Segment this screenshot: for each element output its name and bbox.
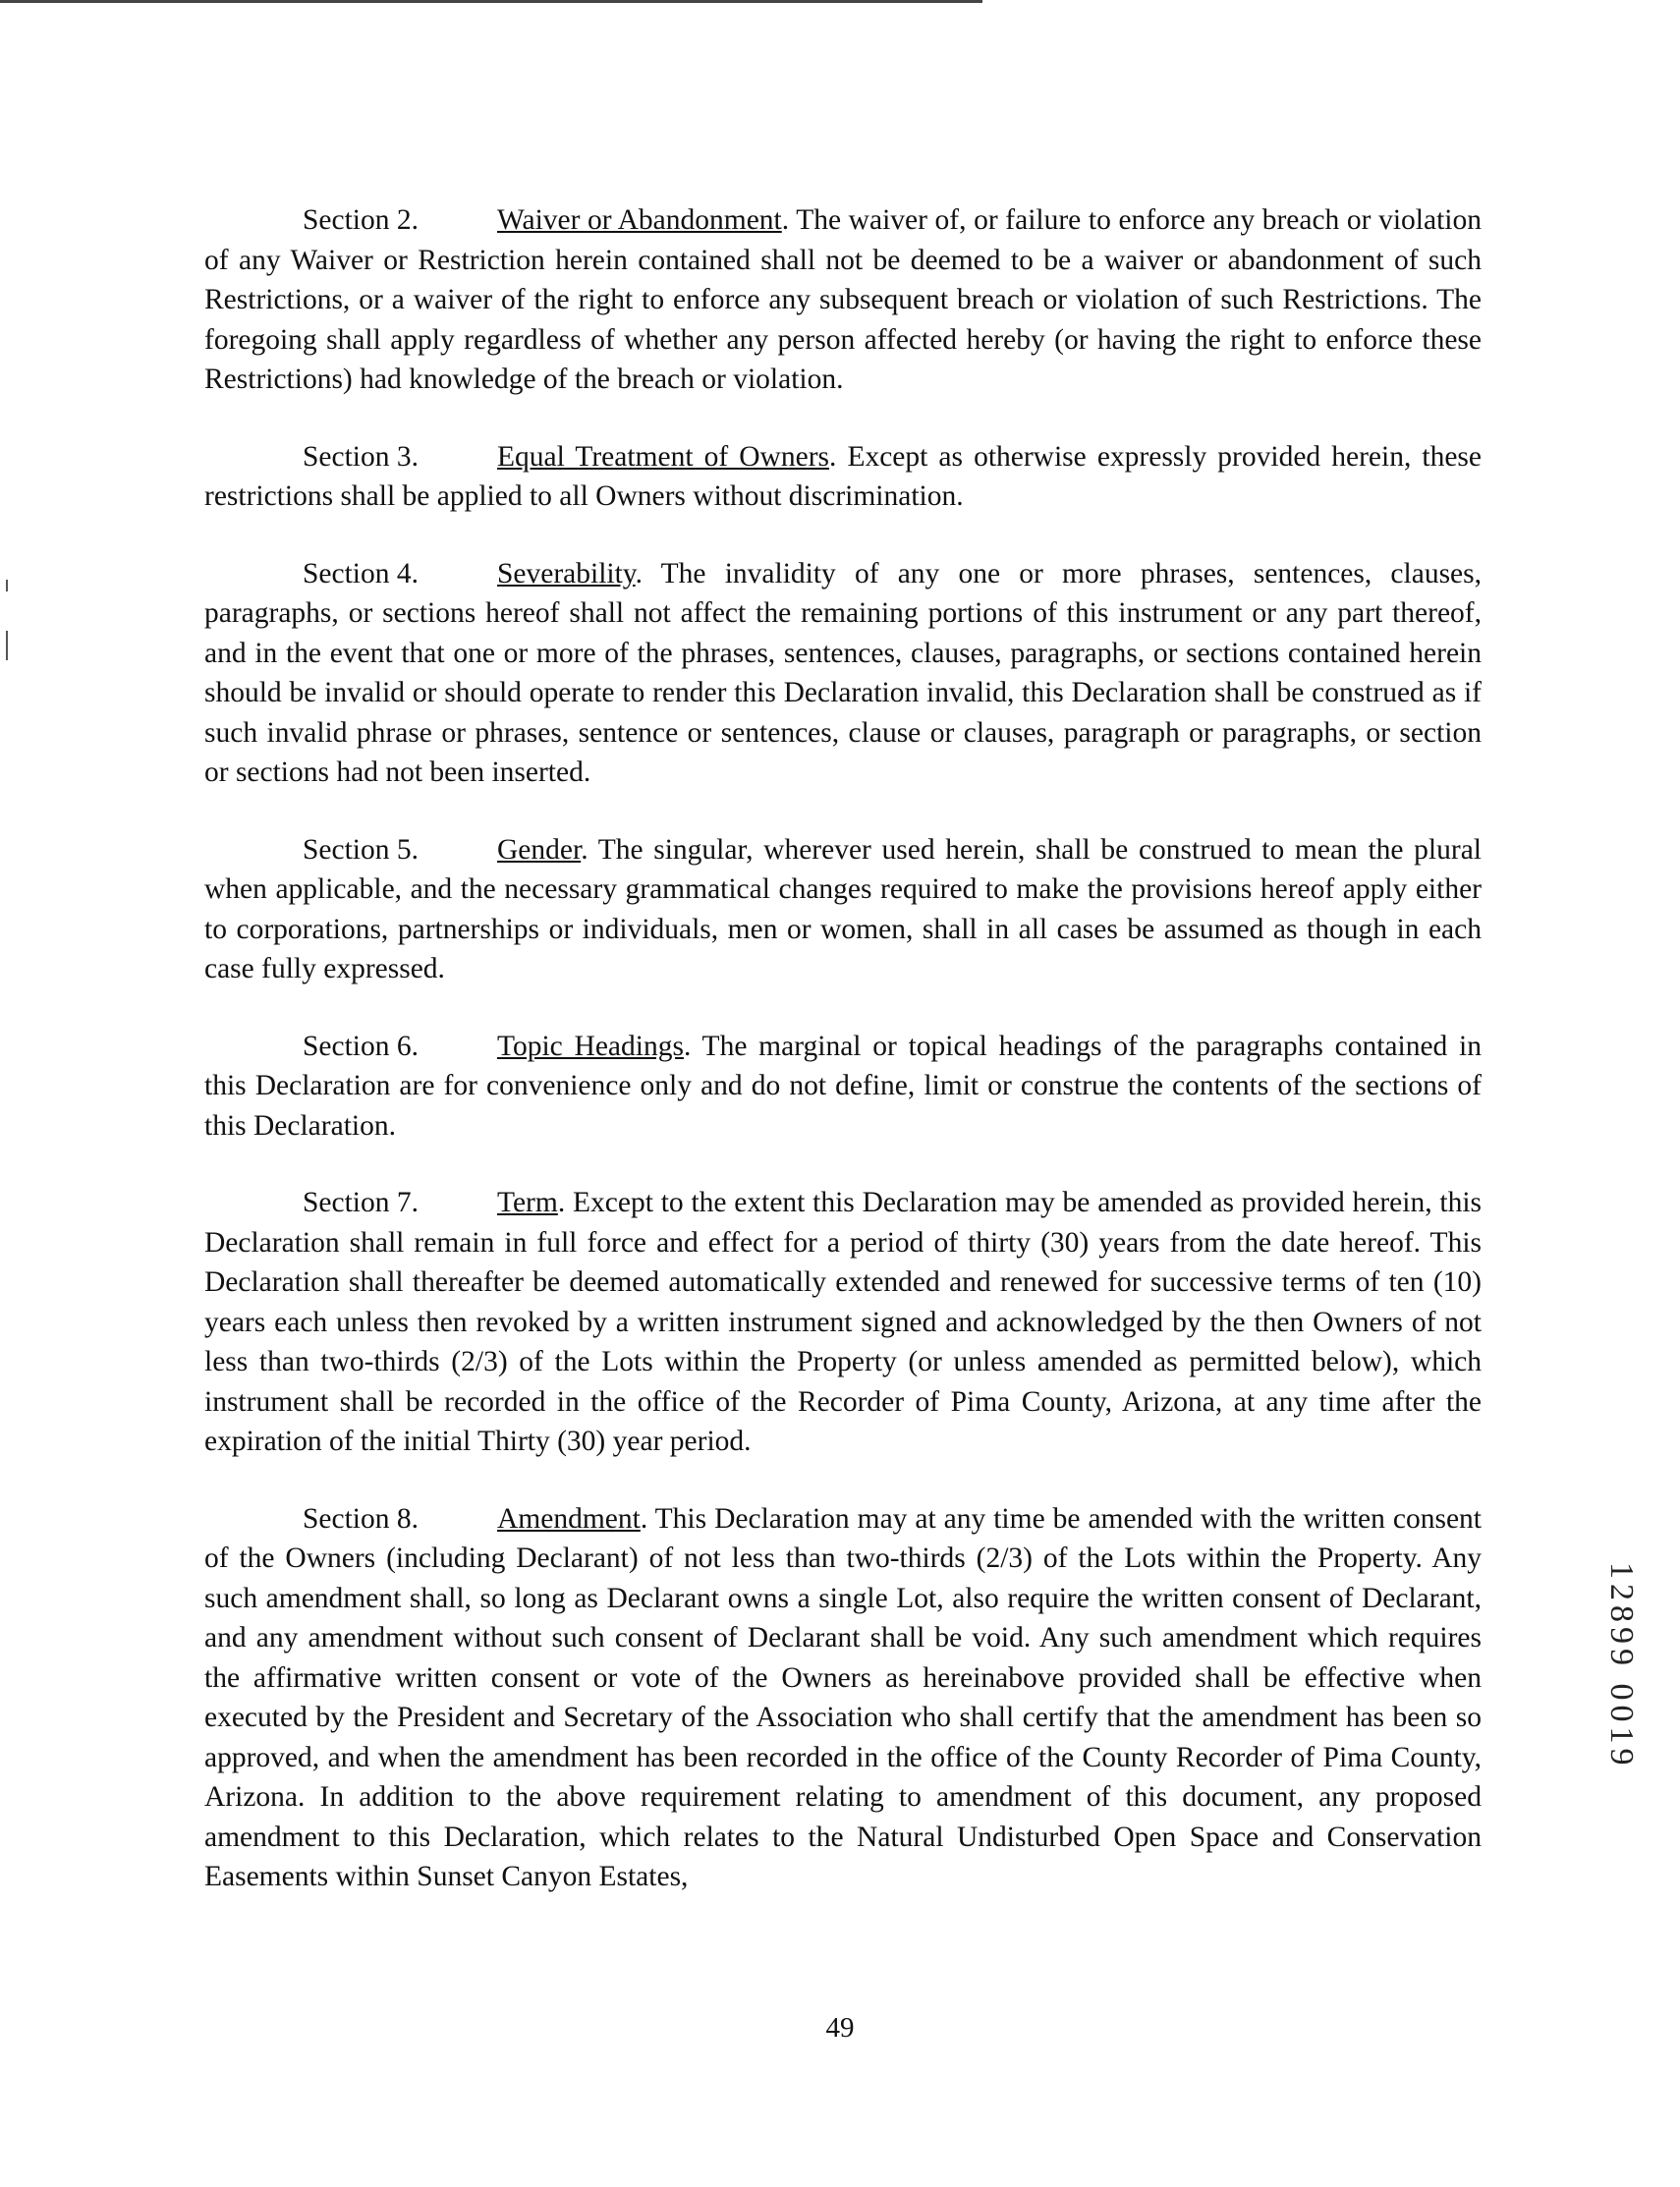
section-text: . Except to the extent this Declaration may be amended as provided herein, this Declaration shall remain in full force and effect for a period of thirty (30) years from the date hereof. This Declaration shall thereafter be deemed automatically extended and renewed for successive terms of ten (10) years each unless then revoked by a written instrument signed and acknowledged by the then Owners of not less than two-thirds (2/3) of the Lots within the Property (or unless amended as permitted below), which instrument shall be recorded in the office of the Recorder of Pima County, Arizona, at any time after the expiration of the initial Thirty (30) year period.	[204, 1187, 1482, 1457]
section-text: . The waiver of, or failure to enforce any breach or violation of any Waiver or Restriction herein contained shall not be deemed to be a waiver or abandonment of such Restrictions, or a waiver of the right to enforce any subsequent breach or violation of such Restrictions. The foregoing shall apply regardless of whether any person affected hereby (or having the right to enforce these Restrictions) had knowledge of the breach or violation.	[204, 204, 1482, 395]
section-heading: Amendment	[497, 1502, 641, 1535]
section-label: Section 3.	[303, 440, 419, 473]
section-heading: Waiver or Abandonment	[497, 204, 782, 236]
section-label: Section 8.	[303, 1502, 419, 1535]
section-text: . This Declaration may at any time be amended with the written consent of the Owners (including Declarant) of not less than two-thirds (2/3) of the Lots within the Property. Any such amendment shall, so long as Declarant owns a single Lot, also require the written consent of Declarant, and any amendment without such consent of Declarant shall be void. Any such amendment which requires the affirmative written consent or vote of the Owners as hereinabove provided shall be effective when executed by the President and Secretary of the Association who shall certify that the amendment has been so approved, and when the amendment has been recorded in the office of the County Recorder of Pima County, Arizona. In addition to the above requirement relating to amendment of this document, any proposed amendment to this Declaration, which relates to the Natural Undisturbed Open Space and Conservation Easements within Sunset Canyon Estates,	[204, 1502, 1482, 1892]
section-8	[204, 1499, 1482, 1897]
section-heading: Equal Treatment of Owners	[497, 440, 829, 473]
section-5	[204, 830, 1482, 989]
section-text: . Except as otherwise expressly provided herein, these restrictions shall be applied to all Owners without discrimination.	[204, 440, 1483, 512]
section-heading: Gender	[497, 833, 582, 866]
section-3	[204, 437, 1482, 517]
section-7	[204, 1183, 1482, 1462]
section-label: Section 4.	[303, 557, 419, 589]
section-label: Section 5.	[303, 833, 419, 866]
section-heading: Topic Headings	[497, 1030, 684, 1062]
section-2	[204, 200, 1482, 400]
scan-margin-mark	[6, 580, 8, 591]
section-text: . The marginal or topical headings of the paragraphs contained in this Declaration are for convenience only and do not define, limit or construe the contents of the sections of this Declaration.	[204, 1030, 1482, 1142]
section-text: . The singular, wherever used herein, shall be construed to mean the plural when applicable, and the necessary grammatical changes required to make the provisions hereof apply either to corporations, partnerships or individuals, men or women, shall in all cases be assumed as though in each case fully expressed.	[204, 833, 1482, 984]
section-heading: Term	[497, 1187, 558, 1218]
section-heading: Severability	[497, 557, 636, 589]
section-label: Section 7.	[303, 1187, 419, 1218]
section-text: . The invalidity of any one or more phrases, sentences, clauses, paragraphs, or sections hereof shall not affect the remaining portions of this instrument or any part thereof, and in the event that one or more of the phrases, sentences, clauses, paragraphs, or sections contained herein should be invalid or should operate to render this Declaration invalid, this Declaration shall be construed as if such invalid phrase or phrases, sentence or sentences, clause or clauses, paragraph or paragraphs, or section or sections had not been inserted.	[204, 557, 1482, 788]
section-4	[204, 554, 1482, 793]
section-label: Section 6.	[303, 1030, 419, 1062]
recording-margin-number: 12899 0019	[1603, 1562, 1640, 1770]
section-6	[204, 1027, 1482, 1147]
document-body	[204, 200, 1482, 1935]
scan-margin-mark	[6, 631, 8, 660]
page-number: 49	[825, 2012, 855, 2044]
scan-edge-line	[0, 0, 982, 3]
section-label: Section 2.	[303, 204, 419, 236]
